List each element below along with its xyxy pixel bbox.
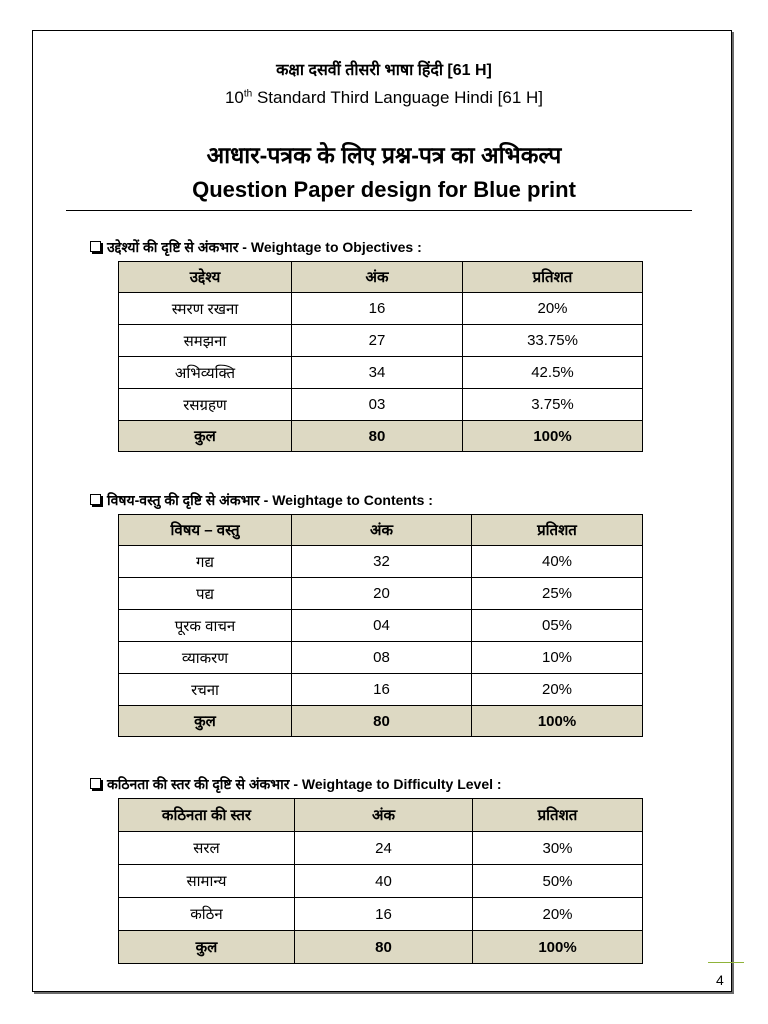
header-cell: प्रतिशत: [472, 515, 643, 546]
cell: 08: [292, 642, 472, 674]
heading-hindi: आधार-पत्रक के लिए प्रश्न-पत्र का अभिकल्प: [206, 142, 562, 168]
checkbox-bullet-icon: [90, 241, 101, 252]
section-title-objectives: [90, 238, 422, 257]
header-rule: [66, 210, 692, 211]
cell: 16: [292, 674, 472, 706]
cell: 42.5%: [463, 357, 643, 389]
header-cell: कठिनता की स्तर: [119, 799, 295, 832]
cell: 20%: [472, 674, 643, 706]
footer-line: [708, 962, 744, 963]
cell: गद्य: [119, 546, 292, 578]
cell: 25%: [472, 578, 643, 610]
cell: पूरक वाचन: [119, 610, 292, 642]
cell: 24: [295, 832, 473, 865]
section-title-text: कठिनता की स्तर की दृष्टि से अंकभार - Weightage to Difficulty Level :: [107, 776, 502, 792]
header-cell: प्रतिशत: [473, 799, 643, 832]
contents-table: [118, 514, 643, 737]
cell: 80: [295, 931, 473, 964]
header-cell: अंक: [292, 262, 463, 293]
cell: 100%: [472, 706, 643, 737]
section-title-difficulty: [90, 775, 502, 794]
section-title-text: उद्देश्यों की दृष्टि से अंकभार - Weightage to Objectives :: [107, 239, 422, 255]
title-en-rest: Standard Third Language Hindi [61 H]: [252, 88, 544, 107]
cell: पद्य: [119, 578, 292, 610]
cell: 20: [292, 578, 472, 610]
cell: 50%: [473, 865, 643, 898]
header-cell: अंक: [295, 799, 473, 832]
cell: 03: [292, 389, 463, 421]
cell: स्मरण रखना: [119, 293, 292, 325]
title-en-prefix: 10: [224, 88, 244, 107]
cell: 3.75%: [463, 389, 643, 421]
table-row: [119, 325, 643, 357]
table-row: [119, 546, 643, 578]
table-row: [119, 674, 643, 706]
cell: 32: [292, 546, 472, 578]
table-total-row: [119, 931, 643, 964]
cell: अभिव्यक्ति: [119, 357, 292, 389]
cell: 30%: [473, 832, 643, 865]
cell: 20%: [463, 293, 643, 325]
cell: कुल: [119, 706, 292, 737]
cell: कुल: [119, 931, 295, 964]
section-title-text: विषय-वस्तु की दृष्टि से अंकभार - Weightage to Contents :: [107, 492, 433, 508]
header-cell: विषय – वस्तु: [119, 515, 292, 546]
page-number: 4: [716, 972, 724, 988]
table-header-row: [119, 799, 643, 832]
title-en-sup: th: [243, 88, 253, 100]
cell: रसग्रहण: [119, 389, 292, 421]
cell: कठिन: [119, 898, 295, 931]
table-header-row: [119, 515, 643, 546]
cell: समझना: [119, 325, 292, 357]
table-row: [119, 642, 643, 674]
header-cell: अंक: [292, 515, 472, 546]
table-row: [119, 389, 643, 421]
table-row: [119, 578, 643, 610]
cell: 40%: [472, 546, 643, 578]
title-hindi: कक्षा दसवीं तीसरी भाषा हिंदी [61 H]: [276, 62, 492, 79]
cell: 20%: [473, 898, 643, 931]
title-english: [0, 88, 768, 108]
cell: 100%: [473, 931, 643, 964]
table-total-row: [119, 421, 643, 452]
cell: रचना: [119, 674, 292, 706]
heading-english: Question Paper design for Blue print: [192, 177, 576, 202]
cell: सामान्य: [119, 865, 295, 898]
cell: 10%: [472, 642, 643, 674]
difficulty-table: [118, 798, 643, 964]
header-cell: उद्देश्य: [119, 262, 292, 293]
section-title-contents: [90, 491, 433, 510]
table-row: [119, 610, 643, 642]
checkbox-bullet-icon: [90, 494, 101, 505]
table-row: [119, 865, 643, 898]
table-row: [119, 357, 643, 389]
cell: 16: [292, 293, 463, 325]
cell: 80: [292, 421, 463, 452]
cell: 33.75%: [463, 325, 643, 357]
cell: सरल: [119, 832, 295, 865]
cell: 27: [292, 325, 463, 357]
cell: 40: [295, 865, 473, 898]
cell: कुल: [119, 421, 292, 452]
header-cell: प्रतिशत: [463, 262, 643, 293]
objectives-table: [118, 261, 643, 452]
table-total-row: [119, 706, 643, 737]
table-row: [119, 898, 643, 931]
cell: 100%: [463, 421, 643, 452]
table-row: [119, 293, 643, 325]
cell: 16: [295, 898, 473, 931]
table-row: [119, 832, 643, 865]
cell: व्याकरण: [119, 642, 292, 674]
checkbox-bullet-icon: [90, 778, 101, 789]
cell: 04: [292, 610, 472, 642]
cell: 80: [292, 706, 472, 737]
cell: 05%: [472, 610, 643, 642]
cell: 34: [292, 357, 463, 389]
table-header-row: [119, 262, 643, 293]
